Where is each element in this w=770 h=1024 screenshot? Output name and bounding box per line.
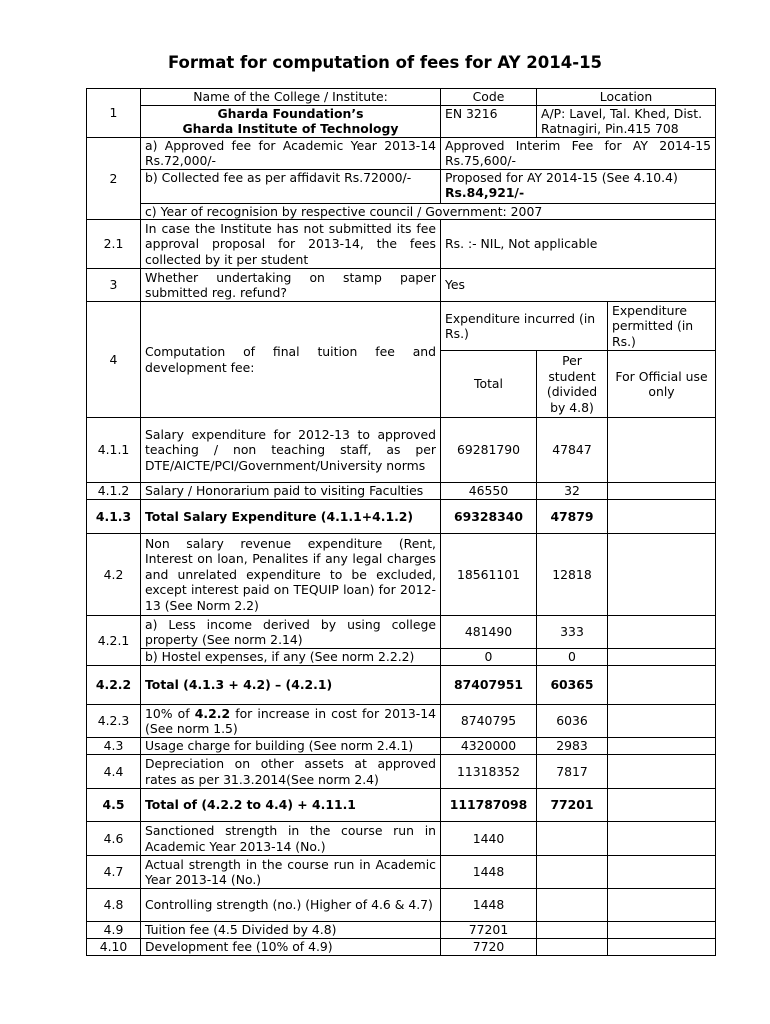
row-official: [608, 616, 716, 649]
row-per-student: 12818: [537, 534, 608, 616]
row-official: [608, 483, 716, 500]
row-description: Whether undertaking on stamp paper submitted reg. refund?: [141, 269, 441, 302]
row-number: 4: [87, 302, 141, 418]
row-total: 1448: [441, 856, 537, 889]
institute-name-line1: Gharda Foundation’s: [217, 105, 364, 121]
official-use-header: For Official use only: [608, 351, 716, 418]
row-description: Tuition fee (4.5 Divided by 4.8): [141, 922, 441, 939]
row-per-student: [537, 889, 608, 922]
row-total: 69281790: [441, 418, 537, 483]
row-description-pre: 10% of: [145, 705, 195, 721]
row-description: In case the Institute has not submitted its fee approval proposal for 2013-14, the fees collected by it per student: [141, 220, 441, 269]
row-number: 4.2: [87, 534, 141, 616]
row-description: Computation of final tuition fee and development fee:: [141, 302, 441, 418]
row-number: 4.8: [87, 889, 141, 922]
row-description: Depreciation on other assets at approved rates as per 31.3.2014(See norm 2.4): [141, 755, 441, 789]
table-row: [87, 169, 716, 203]
row-description: Actual strength in the course run in Academic Year 2013-14 (No.): [141, 856, 441, 889]
row-total: 0: [441, 649, 537, 666]
row-official: [608, 534, 716, 616]
table-row: [87, 89, 716, 106]
table-row: [87, 500, 716, 534]
row-official: [608, 939, 716, 956]
institute-code: EN 3216: [441, 105, 537, 137]
row-per-student: 0: [537, 649, 608, 666]
row-number: 4.9: [87, 922, 141, 939]
table-row: [87, 922, 716, 939]
row-per-student: 6036: [537, 705, 608, 738]
row-total: 69328340: [441, 500, 537, 534]
row-official: [608, 500, 716, 534]
table-row: [87, 302, 716, 351]
row-total: 8740795: [441, 705, 537, 738]
table-row: [87, 616, 716, 649]
row-per-student: [537, 922, 608, 939]
interim-fee: Approved Interim Fee for AY 2014-15 Rs.75,600/-: [441, 137, 716, 169]
table-row: [87, 822, 716, 856]
row-total: 4320000: [441, 738, 537, 755]
row-number: 4.4: [87, 755, 141, 789]
row-total: 11318352: [441, 755, 537, 789]
row-per-student: 7817: [537, 755, 608, 789]
row-per-student: 77201: [537, 789, 608, 822]
row-total: 1448: [441, 889, 537, 922]
table-row: [87, 705, 716, 738]
row-per-student: [537, 856, 608, 889]
row-number: 4.5: [87, 789, 141, 822]
row-description: Controlling strength (no.) (Higher of 4.6 & 4.7): [141, 889, 441, 922]
row-total: 111787098: [441, 789, 537, 822]
row-per-student: 32: [537, 483, 608, 500]
row-official: [608, 755, 716, 789]
code-header: Code: [441, 89, 537, 106]
collected-fee: b) Collected fee as per affidavit Rs.72000/-: [141, 169, 441, 203]
row-value: Rs. :- NIL, Not applicable: [441, 220, 716, 269]
row-number: 4.2.2: [87, 666, 141, 705]
institute-name: [141, 105, 441, 137]
row-per-student: 47847: [537, 418, 608, 483]
table-row: [87, 889, 716, 922]
row-number: 4.3: [87, 738, 141, 755]
recognition-year: c) Year of recognision by respective council / Government: 2007: [141, 203, 716, 220]
proposed-fee-amount: Rs.84,921/-: [445, 185, 525, 200]
row-number: 4.1.2: [87, 483, 141, 500]
row-number: 1: [87, 89, 141, 138]
row-official: [608, 822, 716, 856]
proposed-fee-text: Proposed for AY 2014-15 (See 4.10.4): [445, 169, 678, 185]
row-description: a) Less income derived by using college property (See norm 2.14): [141, 616, 441, 649]
per-student-header: Per student (divided by 4.8): [537, 351, 608, 418]
table-row: [87, 755, 716, 789]
row-number: 4.2.3: [87, 705, 141, 738]
institute-name-header: Name of the College / Institute:: [141, 89, 441, 106]
institute-name-line2: Gharda Institute of Technology: [182, 121, 399, 136]
table-row: [87, 418, 716, 483]
table-row: [87, 856, 716, 889]
table-row: [87, 483, 716, 500]
row-per-student: 60365: [537, 666, 608, 705]
table-row: [87, 666, 716, 705]
row-total: 46550: [441, 483, 537, 500]
row-description: Total Salary Expenditure (4.1.1+4.1.2): [141, 500, 441, 534]
row-total: 1440: [441, 822, 537, 856]
row-description: Development fee (10% of 4.9): [141, 939, 441, 956]
row-description: Usage charge for building (See norm 2.4.1): [141, 738, 441, 755]
row-description-ref: 4.2.2: [194, 705, 231, 721]
row-official: [608, 705, 716, 738]
row-number: 4.10: [87, 939, 141, 956]
total-header: Total: [441, 351, 537, 418]
row-number: 4.6: [87, 822, 141, 856]
table-row: [87, 789, 716, 822]
row-total: 77201: [441, 922, 537, 939]
row-official: [608, 649, 716, 666]
row-number: 4.2.1: [87, 616, 141, 666]
fee-computation-table: [86, 88, 716, 956]
row-number: 2.1: [87, 220, 141, 269]
row-description: [141, 705, 441, 738]
row-number: 4.1.1: [87, 418, 141, 483]
row-description: b) Hostel expenses, if any (See norm 2.2.2): [141, 649, 441, 666]
row-number: 4.1.3: [87, 500, 141, 534]
row-description: Total of (4.2.2 to 4.4) + 4.11.1: [141, 789, 441, 822]
table-row: [87, 137, 716, 169]
row-official: [608, 789, 716, 822]
row-description-post: for increase in cost for 2013-14 (See norm 1.5): [145, 705, 436, 736]
row-number: 4.7: [87, 856, 141, 889]
row-per-student: 2983: [537, 738, 608, 755]
table-row: [87, 939, 716, 956]
row-official: [608, 418, 716, 483]
row-per-student: [537, 939, 608, 956]
row-official: [608, 738, 716, 755]
table-row: [87, 105, 716, 137]
row-official: [608, 666, 716, 705]
row-total: 7720: [441, 939, 537, 956]
table-row: [87, 649, 716, 666]
row-total: 18561101: [441, 534, 537, 616]
table-row: [87, 203, 716, 220]
table-row: [87, 534, 716, 616]
row-total: 481490: [441, 616, 537, 649]
institute-location: A/P: Lavel, Tal. Khed, Dist. Ratnagiri, Pin.415 708: [537, 105, 716, 137]
location-header: Location: [537, 89, 716, 106]
row-per-student: 333: [537, 616, 608, 649]
expenditure-permitted-header: Expenditure permitted (in Rs.): [608, 302, 716, 351]
approved-fee: a) Approved fee for Academic Year 2013-14 Rs.72,000/-: [141, 137, 441, 169]
row-description: Salary expenditure for 2012-13 to approved teaching / non teaching staff, as per DTE/AICTE/PCI/Government/University norms: [141, 418, 441, 483]
row-official: [608, 856, 716, 889]
table-row: [87, 269, 716, 302]
row-official: [608, 922, 716, 939]
row-value: Yes: [441, 269, 716, 302]
row-per-student: [537, 822, 608, 856]
proposed-fee: [441, 169, 716, 203]
row-number: 2: [87, 137, 141, 220]
row-official: [608, 889, 716, 922]
row-description: Sanctioned strength in the course run in Academic Year 2013-14 (No.): [141, 822, 441, 856]
page-title: Format for computation of fees for AY 2014-15: [167, 53, 603, 72]
expenditure-incurred-header: Expenditure incurred (in Rs.): [441, 302, 608, 351]
row-number: 3: [87, 269, 141, 302]
table-row: [87, 738, 716, 755]
row-description: Salary / Honorarium paid to visiting Faculties: [141, 483, 441, 500]
row-total: 87407951: [441, 666, 537, 705]
row-description: Non salary revenue expenditure (Rent, Interest on loan, Penalites if any legal charges and unrelated expenditure to be excluded, except interest paid on TEQUIP loan) for 2012-13 (See Norm 2.2): [141, 534, 441, 616]
row-per-student: 47879: [537, 500, 608, 534]
table-row: [87, 220, 716, 269]
row-description: Total (4.1.3 + 4.2) – (4.2.1): [141, 666, 441, 705]
